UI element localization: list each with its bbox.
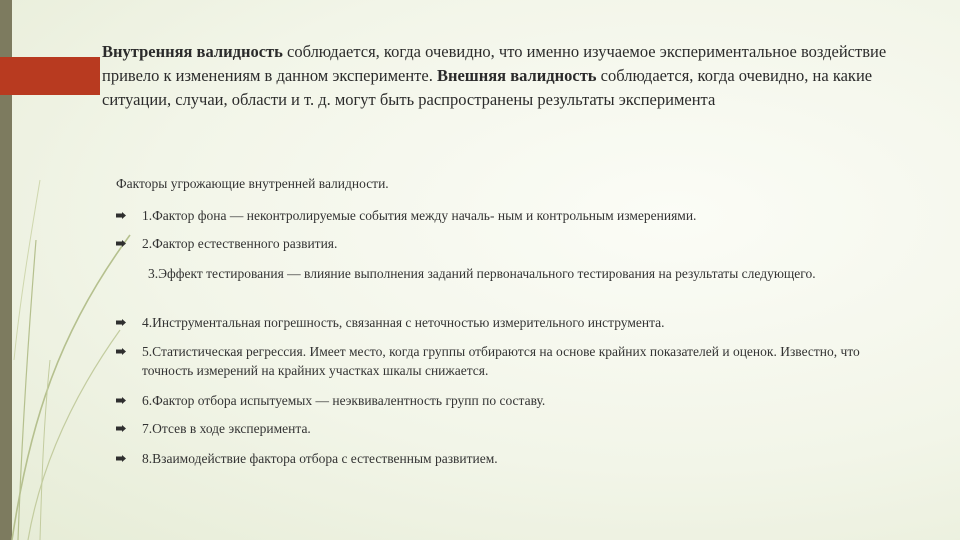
list-item-text: 7.Отсев в ходе эксперимента. xyxy=(142,421,311,436)
term-external-validity: Внешняя валидность xyxy=(436,66,597,85)
arrow-bullet-icon xyxy=(116,397,126,404)
arrow-bullet-icon xyxy=(116,425,126,432)
arrow-bullet-icon xyxy=(116,212,126,219)
intro-block xyxy=(102,40,902,112)
list-item xyxy=(116,313,906,332)
term-internal-validity: Внутренняя валидность xyxy=(102,42,283,61)
list-item-text: 5.Статистическая регрессия. Имеет место, когда группы отбираются на основе крайних показателей и оценок. Известно, что точность измерений на крайних участках шкалы снижается. xyxy=(142,344,860,378)
list-item-plain: 3.Эффект тестирования — влияние выполнения заданий первоначального тестирования на результаты следующего. xyxy=(148,266,816,281)
factors-heading: Факторы угрожающие внутренней валидности. xyxy=(116,176,389,191)
intro-text-1: соблюдается, когда очевидно, что именно изучаемое экспериментальное воздействие привело к изменениям в данном эксперименте. xyxy=(102,42,887,85)
list-item-text: 2.Фактор естественного развития. xyxy=(142,236,338,251)
list-item-text: 4.Инструментальная погрешность, связанная с неточностью измерительного инструмента. xyxy=(142,315,665,330)
list-item xyxy=(116,391,906,410)
intro-paragraph xyxy=(102,40,902,112)
list-item xyxy=(116,206,906,225)
list-item xyxy=(116,419,906,438)
list-item-text: 8.Взаимодействие фактора отбора с естественным развитием. xyxy=(142,451,498,466)
list-item-text: 6.Фактор отбора испытуемых — неэквивалентность групп по составу. xyxy=(142,393,546,408)
list-item xyxy=(116,449,906,468)
intro-text-2: соблюдается, когда очевидно, на какие ситуации, случаи, области и т. д. могут быть распространены результаты эксперимента xyxy=(102,66,873,109)
arrow-bullet-icon xyxy=(116,348,126,355)
list-item xyxy=(116,342,906,380)
arrow-bullet-icon xyxy=(116,319,126,326)
arrow-bullet-icon xyxy=(116,455,126,462)
list-item xyxy=(116,234,906,253)
list-item-text: 1.Фактор фона — неконтролируемые события между началь- ным и контрольным измерениями. xyxy=(142,208,697,223)
arrow-bullet-icon xyxy=(116,240,126,247)
